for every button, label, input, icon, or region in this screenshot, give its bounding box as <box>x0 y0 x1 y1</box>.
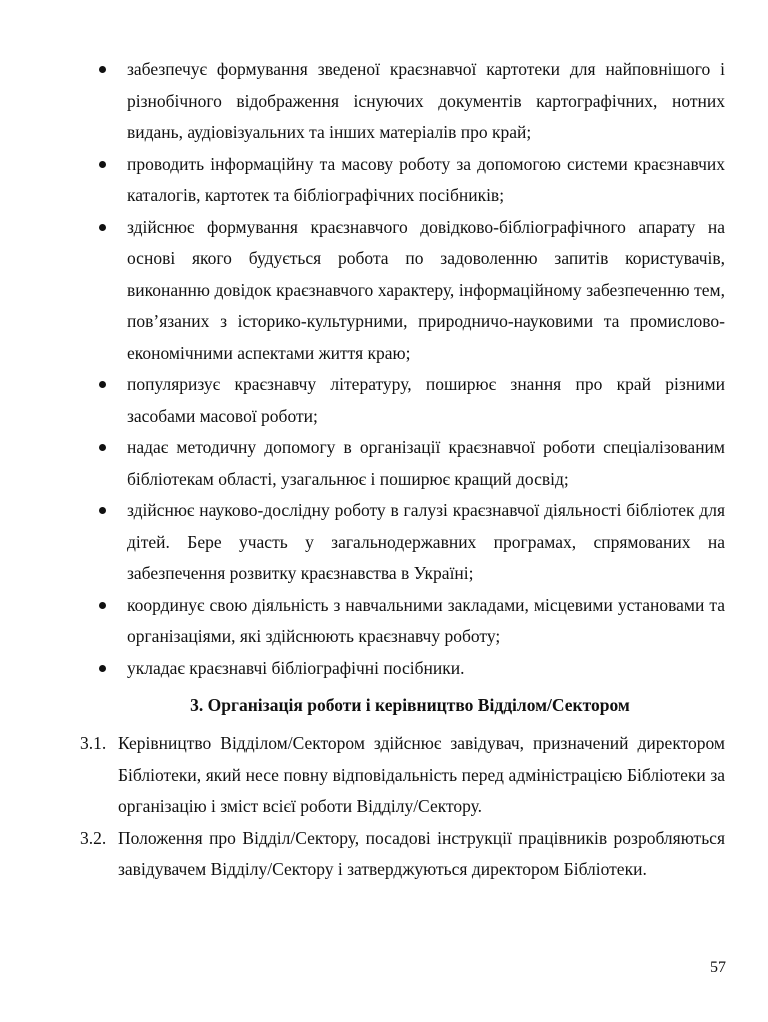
list-item-text: забезпечує формування зведеної краєзнавчої картотеки для найповнішого і різнобічного відображення існуючих документів картографічних, нотних видань, аудіовізуальних та інших матеріалів про край; <box>127 59 725 142</box>
list-item-text: популяризує краєзнавчу літературу, поширює знання про край різними засобами масової роботи; <box>127 374 725 426</box>
list-item <box>95 54 725 149</box>
numbered-item <box>80 728 725 823</box>
item-text: Положення про Відділ/Сектору, посадові інструкції працівників розробляються завідувачем Відділу/Сектору і затверджуються директором Бібліотеки. <box>118 827 725 879</box>
list-item <box>95 212 725 370</box>
list-item-text: координує свою діяльність з навчальними закладами, місцевими установами та організаціями, які здійснюють краєзнавчу роботу; <box>127 594 725 646</box>
list-item <box>95 369 725 432</box>
list-item <box>95 432 725 495</box>
list-item <box>95 149 725 212</box>
bullet-icon <box>99 161 106 168</box>
responsibilities-list <box>95 54 725 684</box>
item-text: Керівництво Відділом/Сектором здійснює завідувач, призначений директором Бібліотеки, який несе повну відповідальність перед адміністрацією Бібліотеки за організацію і зміст всієї роботи Відділу/Сектору. <box>118 733 725 816</box>
bullet-icon <box>99 381 106 388</box>
bullet-icon <box>99 507 106 514</box>
bullet-icon <box>99 66 106 73</box>
bullet-icon <box>99 665 106 672</box>
section-heading: 3. Організація роботи і керівництво Відділом/Сектором <box>190 695 630 715</box>
list-item <box>95 590 725 653</box>
list-item-text: проводить інформаційну та масову роботу за допомогою системи краєзнавчих каталогів, картотек та бібліографічних посібників; <box>127 153 725 205</box>
bullet-icon <box>99 602 106 609</box>
page-number: 57 <box>710 959 726 976</box>
list-item <box>95 495 725 590</box>
list-item-text: укладає краєзнавчі бібліографічні посібники. <box>127 657 465 678</box>
list-item-text: надає методичну допомогу в організації краєзнавчої роботи спеціалізованим бібліотекам області, узагальнює і поширює кращий досвід; <box>127 437 725 489</box>
list-item-text: здійснює формування краєзнавчого довідково-бібліографічного апарату на основі якого будується робота по задоволенню запитів користувачів, виконанню довідок краєзнавчого характеру, інформаційному забезпеченню тем, пов’язаних з історико-культурними, природничо-науковими та промислово-економічними аспектами життя краю; <box>127 216 725 363</box>
item-number: 3.1. <box>80 733 107 753</box>
list-item-text: здійснює науково-дослідну роботу в галузі краєзнавчої діяльності бібліотек для дітей. Бере участь у загальнодержавних програмах, спрямованих на забезпечення розвитку краєзнавства в Україні; <box>127 500 725 583</box>
item-number: 3.2. <box>80 827 107 848</box>
bullet-icon <box>99 444 106 451</box>
numbered-item <box>80 823 725 886</box>
bullet-icon <box>99 224 106 231</box>
numbered-list <box>80 728 725 886</box>
list-item <box>95 653 725 685</box>
